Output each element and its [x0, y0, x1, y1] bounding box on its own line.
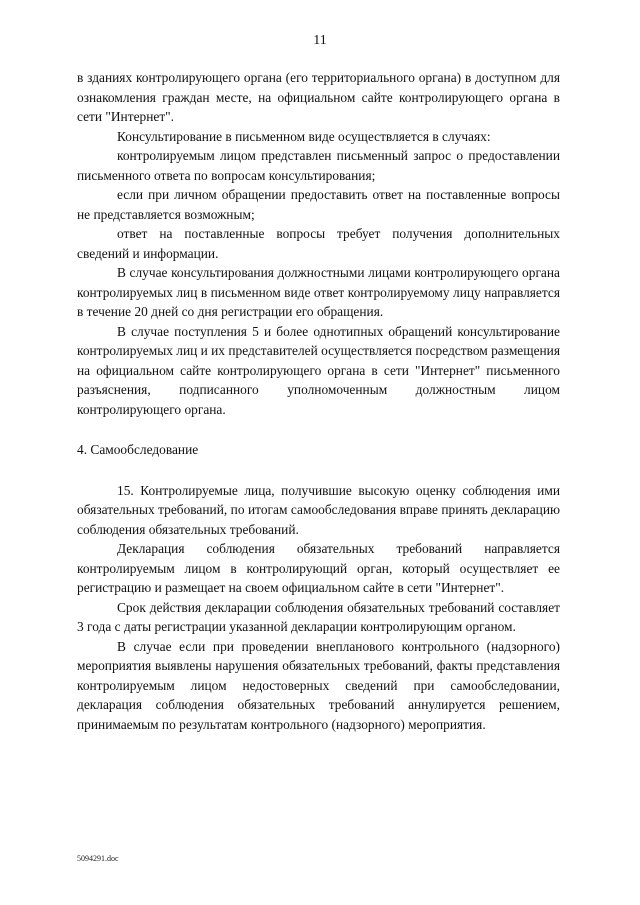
paragraph-5: ответ на поставленные вопросы требует получения дополнительных сведений и информации.: [77, 226, 560, 261]
paragraph-6: В случае консультирования должностными лицами контролирующего органа контролируемых лиц в письменном виде ответ контролируемому лицу направляется в течение 20 дней со дня регистрации его обращения.: [77, 265, 560, 319]
paragraph-2: Консультирование в письменном виде осуществляется в случаях:: [117, 128, 491, 144]
paragraph-9: Декларация соблюдения обязательных требований направляется контролируемым лицом в контролирующий орган, который осуществляет ее регистрацию и размещает на своем официальном сайте в сети "Интернет".: [77, 541, 560, 595]
paragraph-3: контролируемым лицом представлен письменный запрос о предоставлении письменного ответа по вопросам консультирования;: [77, 148, 560, 183]
paragraph-10: Срок действия декларации соблюдения обязательных требований составляет 3 года с даты регистрации указанной декларации контролирующим органом.: [77, 599, 560, 634]
section-heading: 4. Самообследование: [77, 442, 199, 457]
document-body: [77, 68, 560, 734]
paragraph-4: если при личном обращении предоставить ответ на поставленные вопросы не представляется возможным;: [77, 187, 560, 222]
paragraph-1: в зданиях контролирующего органа (его территориального органа) в доступном для ознакомления граждан месте, на официальном сайте контролирующего органа в сети "Интернет".: [77, 70, 560, 124]
paragraph-11: В случае если при проведении внепланового контрольного (надзорного) мероприятия выявлены нарушения обязательных требований, факты представления контролируемым лицом недостоверных сведений при самообследовании, декларация соблюдения обязательных требований аннулируется решением, принимаемым по результатам контрольного (надзорного) мероприятия.: [77, 638, 560, 732]
paragraph-7: В случае поступления 5 и более однотипных обращений консультирование контролируемых лиц и их представителей осуществляется посредством размещения на официальном сайте контролирующего органа в сети "Интернет" письменного разъяснения, подписанного уполномоченным должностным лицом контролирующего органа.: [77, 323, 560, 417]
paragraph-8: 15. Контролируемые лица, получившие высокую оценку соблюдения ими обязательных требований, по итогам самообследования вправе принять декларацию соблюдения обязательных требований.: [77, 482, 560, 537]
document-file-reference: 5094291.doc: [77, 854, 119, 863]
page-number: 11: [313, 33, 327, 48]
